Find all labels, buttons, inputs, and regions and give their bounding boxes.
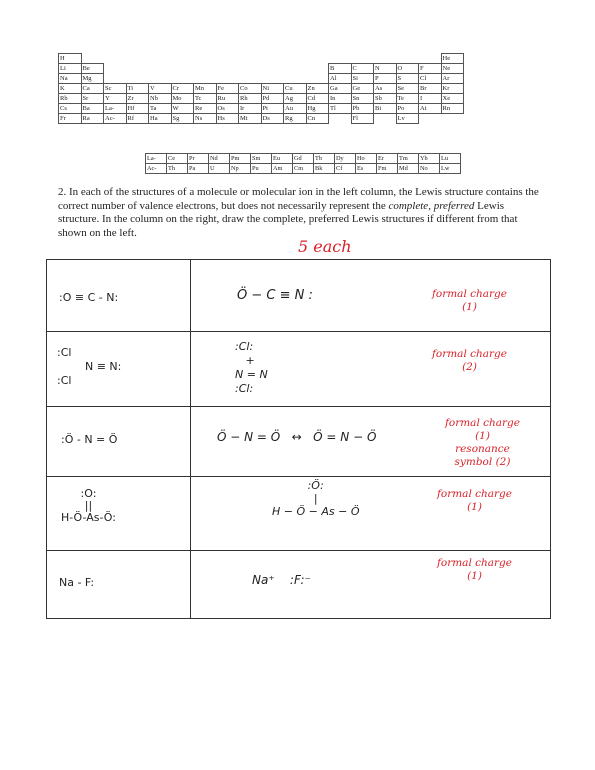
- element-cell: La-: [146, 154, 167, 164]
- element-cell: V: [149, 84, 172, 94]
- element-cell: Ce: [167, 154, 188, 164]
- element-cell: Re: [194, 104, 217, 114]
- empty-cell: [441, 114, 464, 124]
- empty-cell: [329, 54, 352, 64]
- element-cell: Pb: [351, 104, 374, 114]
- element-cell: Ra: [81, 114, 104, 124]
- element-cell: Rn: [441, 104, 464, 114]
- element-cell: Mt: [239, 114, 262, 124]
- answer-structure-4: :Ö: | H − Ö − As − Ö: [272, 479, 360, 518]
- element-cell: Pd: [261, 94, 284, 104]
- element-cell: C: [351, 64, 374, 74]
- grade-5: formal charge (1): [437, 557, 512, 582]
- element-cell: As: [374, 84, 397, 94]
- element-cell: U: [209, 164, 230, 174]
- element-cell: Cl: [419, 74, 442, 84]
- element-cell: Os: [216, 104, 239, 114]
- element-cell: Cr: [171, 84, 194, 94]
- empty-cell: [306, 74, 329, 84]
- element-cell: Pu: [251, 164, 272, 174]
- question-emphasis: complete, preferred: [388, 199, 475, 212]
- element-cell: Y: [104, 94, 127, 104]
- element-cell: Th: [167, 164, 188, 174]
- element-cell: Be: [81, 64, 104, 74]
- empty-cell: [104, 64, 127, 74]
- empty-cell: [194, 64, 217, 74]
- element-cell: Au: [284, 104, 307, 114]
- empty-cell: [126, 54, 149, 64]
- element-cell: Eu: [272, 154, 293, 164]
- element-cell: Fl: [351, 114, 374, 124]
- element-cell: Cn: [306, 114, 329, 124]
- element-cell: Ha: [149, 114, 172, 124]
- empty-cell: [261, 64, 284, 74]
- element-cell: Xe: [441, 94, 464, 104]
- empty-cell: [419, 54, 442, 64]
- element-cell: Ag: [284, 94, 307, 104]
- grade-1: formal charge (1): [432, 288, 507, 313]
- element-cell: F: [419, 64, 442, 74]
- element-cell: Co: [239, 84, 262, 94]
- element-cell: Ar: [441, 74, 464, 84]
- empty-cell: [194, 54, 217, 64]
- element-cell: Tb: [314, 154, 335, 164]
- row-divider: [47, 406, 550, 407]
- empty-cell: [374, 114, 397, 124]
- empty-cell: [149, 64, 172, 74]
- element-cell: Se: [396, 84, 419, 94]
- empty-cell: [419, 114, 442, 124]
- element-cell: Ta: [149, 104, 172, 114]
- element-cell: Al: [329, 74, 352, 84]
- given-structure-4: :O: || H-Ö-As-Ö:: [61, 487, 116, 524]
- element-cell: Rf: [126, 114, 149, 124]
- element-cell: Tl: [329, 104, 352, 114]
- question-2: [58, 186, 548, 240]
- element-cell: Hs: [216, 114, 239, 124]
- element-cell: Cm: [293, 164, 314, 174]
- empty-cell: [194, 74, 217, 84]
- element-cell: Dy: [335, 154, 356, 164]
- empty-cell: [306, 64, 329, 74]
- grade-2: formal charge (2): [432, 348, 507, 373]
- element-cell: Fe: [216, 84, 239, 94]
- element-cell: Ca: [81, 84, 104, 94]
- grading-note: 5 each: [298, 237, 352, 256]
- element-cell: Cs: [59, 104, 82, 114]
- element-cell: Si: [351, 74, 374, 84]
- element-cell: Ns: [194, 114, 217, 124]
- row-divider: [47, 331, 550, 332]
- empty-cell: [171, 64, 194, 74]
- element-cell: Li: [59, 64, 82, 74]
- element-cell: Fr: [59, 114, 82, 124]
- empty-cell: [216, 64, 239, 74]
- periodic-table: [58, 53, 464, 124]
- element-cell: Bk: [314, 164, 335, 174]
- element-cell: Cu: [284, 84, 307, 94]
- answer-structure-3: Ö − N = Ö ↔ Ö = N − Ö: [217, 430, 377, 444]
- empty-cell: [284, 64, 307, 74]
- row-divider: [47, 476, 550, 477]
- element-cell: Pr: [188, 154, 209, 164]
- element-cell: Ir: [239, 104, 262, 114]
- element-cell: Gd: [293, 154, 314, 164]
- element-cell: Ga: [329, 84, 352, 94]
- answer-structure-5: Na⁺ :F:⁻: [252, 573, 311, 587]
- element-cell: Ac-: [146, 164, 167, 174]
- lanthanide-actinide-table: [145, 153, 461, 174]
- element-cell: La-: [104, 104, 127, 114]
- empty-cell: [284, 74, 307, 84]
- element-cell: Yb: [419, 154, 440, 164]
- element-cell: Sr: [81, 94, 104, 104]
- element-cell: In: [329, 94, 352, 104]
- element-cell: Lu: [440, 154, 461, 164]
- given-structure-2: :Cl N ≡ N: :Cl: [57, 346, 122, 387]
- element-cell: Ti: [126, 84, 149, 94]
- element-cell: Lv: [396, 114, 419, 124]
- row-divider: [47, 550, 550, 551]
- element-cell: Zn: [306, 84, 329, 94]
- element-cell: Hg: [306, 104, 329, 114]
- empty-cell: [81, 54, 104, 64]
- element-cell: Pm: [230, 154, 251, 164]
- element-cell: Cd: [306, 94, 329, 104]
- element-cell: Zr: [126, 94, 149, 104]
- answer-grid: [46, 259, 551, 619]
- element-cell: Na: [59, 74, 82, 84]
- element-cell: Fm: [377, 164, 398, 174]
- grade-4: formal charge (1): [437, 488, 512, 513]
- element-cell: Ge: [351, 84, 374, 94]
- empty-cell: [329, 114, 352, 124]
- empty-cell: [104, 74, 127, 84]
- empty-cell: [306, 54, 329, 64]
- given-structure-3: :Ö - N = Ö: [61, 433, 118, 446]
- empty-cell: [149, 74, 172, 84]
- given-structure-1: :O ≡ C - N:: [59, 291, 119, 304]
- element-cell: Ne: [441, 64, 464, 74]
- element-cell: Te: [396, 94, 419, 104]
- element-cell: Ni: [261, 84, 284, 94]
- element-cell: Md: [398, 164, 419, 174]
- element-cell: P: [374, 74, 397, 84]
- element-cell: Ds: [261, 114, 284, 124]
- empty-cell: [239, 64, 262, 74]
- empty-cell: [126, 74, 149, 84]
- column-divider: [190, 260, 191, 618]
- element-cell: Ba: [81, 104, 104, 114]
- element-cell: Mg: [81, 74, 104, 84]
- empty-cell: [126, 64, 149, 74]
- element-cell: Lw: [440, 164, 461, 174]
- empty-cell: [239, 54, 262, 64]
- empty-cell: [374, 54, 397, 64]
- element-cell: Tc: [194, 94, 217, 104]
- empty-cell: [396, 54, 419, 64]
- element-cell: Sg: [171, 114, 194, 124]
- element-cell: Es: [356, 164, 377, 174]
- grade-3: formal charge (1) resonance symbol (2): [445, 417, 520, 468]
- element-cell: He: [441, 54, 464, 64]
- element-cell: Bi: [374, 104, 397, 114]
- empty-cell: [171, 54, 194, 64]
- element-cell: Sm: [251, 154, 272, 164]
- element-cell: Po: [396, 104, 419, 114]
- element-cell: Kr: [441, 84, 464, 94]
- element-cell: Pa: [188, 164, 209, 174]
- element-cell: H: [59, 54, 82, 64]
- empty-cell: [284, 54, 307, 64]
- empty-cell: [171, 74, 194, 84]
- element-cell: Np: [230, 164, 251, 174]
- empty-cell: [149, 54, 172, 64]
- element-cell: No: [419, 164, 440, 174]
- element-cell: Ho: [356, 154, 377, 164]
- element-cell: Mn: [194, 84, 217, 94]
- element-cell: B: [329, 64, 352, 74]
- element-cell: Cf: [335, 164, 356, 174]
- element-cell: K: [59, 84, 82, 94]
- element-cell: Sc: [104, 84, 127, 94]
- element-cell: Er: [377, 154, 398, 164]
- empty-cell: [351, 54, 374, 64]
- empty-cell: [104, 54, 127, 64]
- element-cell: Rb: [59, 94, 82, 104]
- element-cell: Rh: [239, 94, 262, 104]
- element-cell: Nd: [209, 154, 230, 164]
- answer-structure-1: Ö − C ≡ N :: [237, 288, 313, 303]
- element-cell: Pt: [261, 104, 284, 114]
- element-cell: Br: [419, 84, 442, 94]
- empty-cell: [239, 74, 262, 84]
- empty-cell: [261, 54, 284, 64]
- element-cell: Am: [272, 164, 293, 174]
- empty-cell: [216, 54, 239, 64]
- element-cell: Nb: [149, 94, 172, 104]
- element-cell: At: [419, 104, 442, 114]
- element-cell: Ac-: [104, 114, 127, 124]
- question-number: 2.: [58, 186, 67, 198]
- answer-structure-2: :Cl: + N = N :Cl:: [235, 340, 268, 395]
- element-cell: Ru: [216, 94, 239, 104]
- element-cell: I: [419, 94, 442, 104]
- question-text-1: In each of the structures of a molecule or molecular ion in the left column, the Lewis structure contains the correct number of valence electrons, but does not necessarily represent the: [58, 186, 539, 212]
- element-cell: O: [396, 64, 419, 74]
- element-cell: Sb: [374, 94, 397, 104]
- element-cell: S: [396, 74, 419, 84]
- given-structure-5: Na - F:: [59, 576, 95, 589]
- question-text-2: Lewis structure. In the column on the right, draw the complete, preferred Lewis structures if different from that shown on the left.: [58, 199, 518, 239]
- element-cell: Rg: [284, 114, 307, 124]
- element-cell: Sn: [351, 94, 374, 104]
- empty-cell: [261, 74, 284, 84]
- element-cell: W: [171, 104, 194, 114]
- element-cell: Hf: [126, 104, 149, 114]
- element-cell: N: [374, 64, 397, 74]
- element-cell: Mo: [171, 94, 194, 104]
- empty-cell: [216, 74, 239, 84]
- element-cell: Tm: [398, 154, 419, 164]
